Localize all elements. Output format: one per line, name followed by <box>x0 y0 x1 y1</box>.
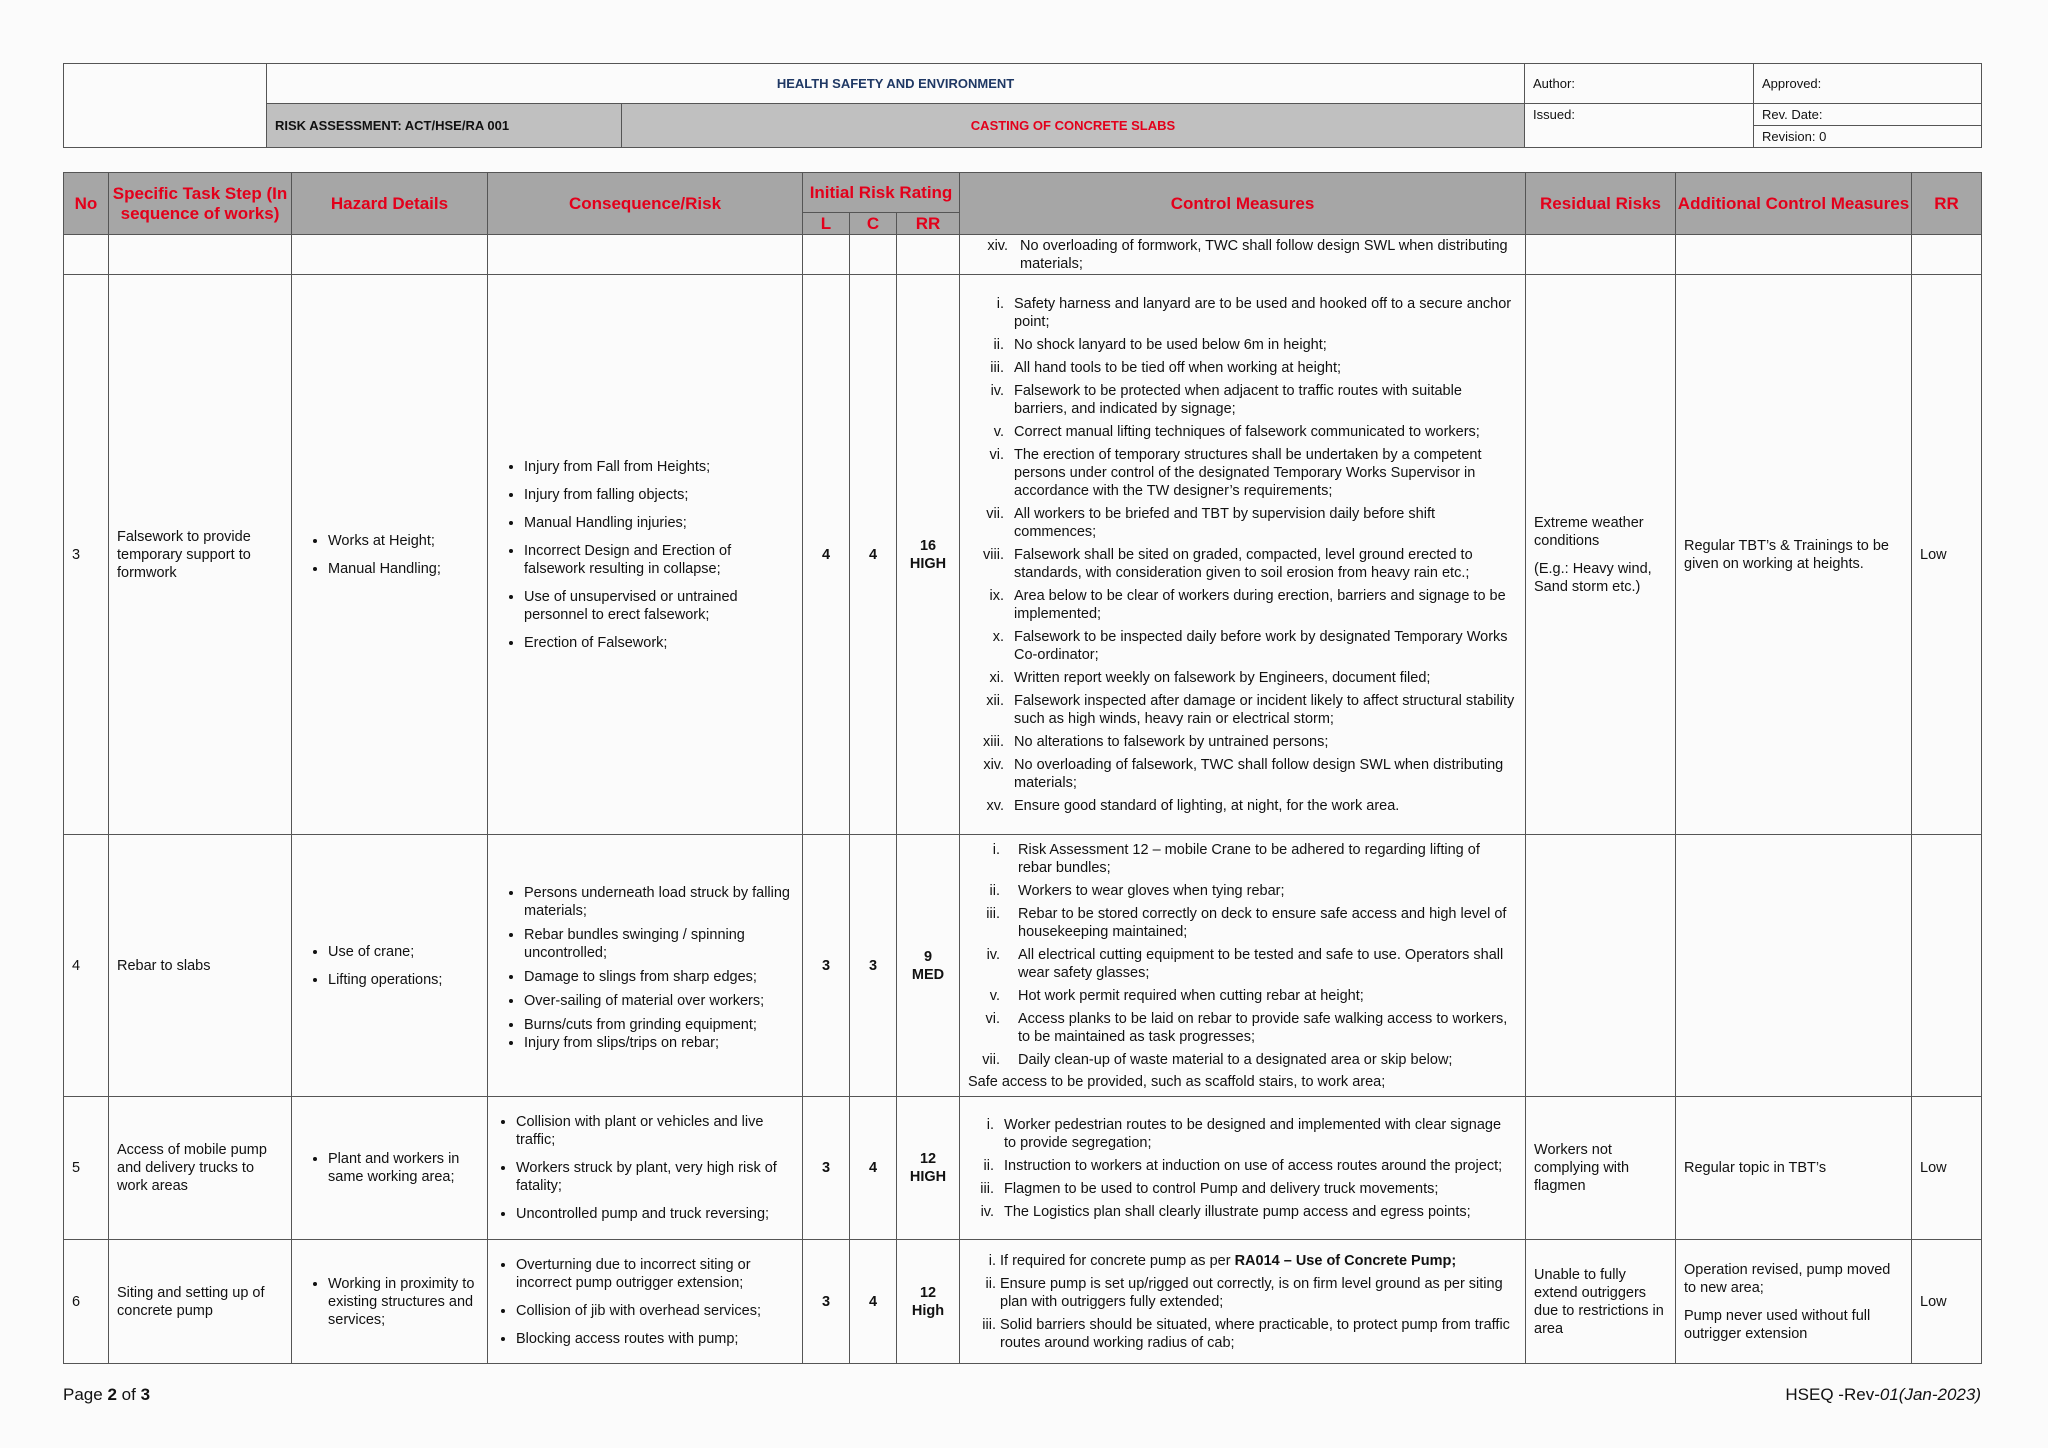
control-item: iii. All hand tools to be tied off when working at height; <box>1008 359 1517 377</box>
consequence-risk <box>488 275 803 835</box>
revision-field: Revision: 0 <box>1754 126 1982 148</box>
table-row <box>64 1097 1982 1240</box>
residual-rating: Low <box>1912 275 1982 835</box>
hazard-details <box>292 1240 488 1364</box>
carry-over-row <box>64 235 1982 275</box>
hazard-item: • Working in proximity to existing structures and services; <box>328 1275 479 1329</box>
control-item: xv. Ensure good standard of lighting, at night, for the work area. <box>1008 797 1517 815</box>
col-header-task: Specific Task Step (In sequence of works) <box>109 173 292 235</box>
additional-item: Pump never used without full outrigger extension <box>1684 1307 1871 1342</box>
residual-risks <box>1526 275 1676 835</box>
org-title: HEALTH SAFETY AND ENVIRONMENT <box>267 64 1525 104</box>
consequence-score: 4 <box>850 275 897 835</box>
table-row <box>64 275 1982 835</box>
hazard-item: • Use of crane; <box>328 943 479 961</box>
table-row <box>64 835 1982 1097</box>
row-number: 3 <box>64 275 109 835</box>
task-step: Rebar to slabs <box>109 835 292 1097</box>
residual-risks <box>1526 1097 1676 1240</box>
carry-over-control <box>960 235 1526 275</box>
row-number: 5 <box>64 1097 109 1240</box>
residual-rating <box>1912 835 1982 1097</box>
consequence-item: • Rebar bundles swinging / spinning uncontrolled; <box>524 926 794 962</box>
col-header-no: No <box>64 173 109 235</box>
consequence-item: • Damage to slings from sharp edges; <box>524 968 794 986</box>
control-item: iv. The Logistics plan shall clearly illustrate pump access and egress points; <box>998 1203 1517 1221</box>
control-item: vii. Daily clean-up of waste material to a designated area or skip below; <box>1004 1051 1517 1069</box>
risk-level: HIGH <box>909 1169 947 1185</box>
col-header-control: Control Measures <box>960 173 1526 235</box>
consequence-item: • Over-sailing of material over workers; <box>524 992 794 1010</box>
likelihood: 4 <box>803 275 850 835</box>
of-word: of <box>121 1385 136 1404</box>
residual-item: Extreme weather conditions <box>1534 514 1644 549</box>
col-header-additional: Additional Control Measures <box>1676 173 1912 235</box>
revision-prefix: HSEQ -Rev- <box>1785 1385 1880 1404</box>
control-item: vi. The erection of temporary structures shall be undertaken by a competent persons under control of the designated Temporary Works Supervisor in accordance with the TW designer’s requirements; <box>1008 446 1517 500</box>
likelihood: 3 <box>803 1097 850 1240</box>
residual-risks <box>1526 1240 1676 1364</box>
risk-rating <box>897 1240 960 1364</box>
risk-score: 12 <box>919 1284 937 1301</box>
approved-field: Approved: <box>1754 64 1982 104</box>
control-item: iii. Rebar to be stored correctly on deck to ensure safe access and high level of housekeeping maintained; <box>1004 905 1517 941</box>
residual-risks <box>1526 835 1676 1097</box>
row-number: 4 <box>64 835 109 1097</box>
risk-rating <box>897 1097 960 1240</box>
consequence-risk <box>488 835 803 1097</box>
consequence-score: 4 <box>850 1097 897 1240</box>
additional-controls <box>1676 275 1912 835</box>
control-text: If required for concrete pump as per <box>1000 1252 1235 1269</box>
carry-over-text: No overloading of formwork, TWC shall follow design SWL when distributing materials; <box>1020 237 1508 272</box>
hazard-details <box>292 1097 488 1240</box>
task-step: Access of mobile pump and delivery trucks to work areas <box>109 1097 292 1240</box>
additional-item: Regular topic in TBT’s <box>1684 1160 1827 1176</box>
control-item: i. Worker pedestrian routes to be designed and implemented with clear signage to provide segregation; <box>998 1116 1517 1152</box>
page-word: Page <box>63 1385 103 1404</box>
consequence-risk <box>488 1097 803 1240</box>
consequence-item: • Injury from Fall from Heights; <box>524 458 794 476</box>
hazard-item: • Plant and workers in same working area; <box>328 1150 479 1186</box>
residual-rating: Low <box>1912 1097 1982 1240</box>
likelihood: 3 <box>803 835 850 1097</box>
residual-item: Workers not complying with flagmen <box>1534 1142 1630 1194</box>
carry-over-numeral: xiv. <box>987 237 1009 254</box>
col-header-l: L <box>803 213 850 235</box>
consequence-item: • Collision with plant or vehicles and live traffic; <box>516 1113 794 1149</box>
control-item: xiv. No overloading of falsework, TWC shall follow design SWL when distributing materials; <box>1008 756 1517 792</box>
task-step: Siting and setting up of concrete pump <box>109 1240 292 1364</box>
consequence-score: 3 <box>850 835 897 1097</box>
consequence-item: • Workers struck by plant, very high risk of fatality; <box>516 1159 794 1195</box>
revision-date: 01(Jan-2023) <box>1879 1385 1981 1404</box>
logo-area <box>64 64 267 148</box>
consequence-item: • Collision of jib with overhead services; <box>516 1302 794 1320</box>
additional-item: Operation revised, pump moved to new area; <box>1684 1261 1891 1296</box>
consequence-item: • Injury from falling objects; <box>524 486 794 504</box>
consequence-item: • Incorrect Design and Erection of falsework resulting in collapse; <box>524 542 794 578</box>
consequence-item: • Persons underneath load struck by falling materials; <box>524 884 794 920</box>
consequence-item: • Manual Handling injuries; <box>524 514 794 532</box>
additional-item: Regular TBT’s & Trainings to be given on working at heights. <box>1684 537 1889 572</box>
document-header <box>63 63 1982 148</box>
table-row <box>64 1240 1982 1364</box>
residual-item: (E.g.: Heavy wind, Sand storm etc.) <box>1534 560 1652 595</box>
consequence-item: • Erection of Falsework; <box>524 634 794 652</box>
author-field: Author: <box>1525 64 1754 104</box>
risk-level: MED <box>911 966 945 983</box>
page-total: 3 <box>140 1385 151 1404</box>
additional-controls <box>1676 835 1912 1097</box>
control-item: v. Hot work permit required when cutting rebar at height; <box>1004 987 1517 1005</box>
col-header-residual: Residual Risks <box>1526 173 1676 235</box>
consequence-score: 4 <box>850 1240 897 1364</box>
control-item: iii. Flagmen to be used to control Pump and delivery truck movements; <box>998 1180 1517 1198</box>
consequence-item: • Burns/cuts from grinding equipment; <box>524 1016 794 1034</box>
control-item: xiii. No alterations to falsework by untrained persons; <box>1008 733 1517 751</box>
residual-item: Unable to fully extend outriggers due to restrictions in area <box>1534 1266 1664 1337</box>
risk-rating <box>897 835 960 1097</box>
page-current: 2 <box>107 1385 117 1404</box>
risk-assessment-ref: RISK ASSESSMENT: ACT/HSE/RA 001 <box>267 104 622 148</box>
control-item: xi. Written report weekly on falsework by Engineers, document filed; <box>1008 669 1517 687</box>
consequence-item: • Injury from slips/trips on rebar; <box>524 1034 794 1052</box>
control-item: i. Risk Assessment 12 – mobile Crane to be adhered to regarding lifting of rebar bundles; <box>1004 841 1517 877</box>
rev-date-field: Rev. Date: <box>1754 104 1982 126</box>
additional-controls <box>1676 1097 1912 1240</box>
control-item: ii. Ensure pump is set up/rigged out correctly, is on firm level ground as per siting plan with outriggers fully extended; <box>1000 1275 1517 1311</box>
consequence-item: • Blocking access routes with pump; <box>516 1330 794 1348</box>
document-revision-ref <box>1785 1385 1981 1405</box>
control-measures <box>960 835 1526 1097</box>
risk-level: High <box>911 1302 945 1319</box>
col-header-c: C <box>850 213 897 235</box>
risk-score: 9 <box>923 948 933 965</box>
consequence-item: • Use of unsupervised or untrained personnel to erect falsework; <box>524 588 794 624</box>
control-note: Safe access to be provided, such as scaffold stairs, to work area; <box>968 1073 1386 1090</box>
col-header-consequence: Consequence/Risk <box>488 173 803 235</box>
col-header-rr: RR <box>897 213 960 235</box>
page-number <box>63 1385 150 1405</box>
hazard-item: • Works at Height; <box>328 532 479 550</box>
control-item: viii. Falsework shall be sited on graded, compacted, level ground erected to standards, with consideration given to soil erosion from heavy rain etc.; <box>1008 546 1517 582</box>
control-item: ix. Area below to be clear of workers during erection, barriers and signage to be implemented; <box>1008 587 1517 623</box>
risk-score: 12 <box>919 1151 937 1167</box>
issued-field: Issued: <box>1525 104 1754 148</box>
control-item <box>1000 1252 1517 1270</box>
control-measures <box>960 275 1526 835</box>
control-item: vi. Access planks to be laid on rebar to provide safe walking access to workers, to be maintained as task progresses; <box>1004 1010 1517 1046</box>
risk-rating <box>897 275 960 835</box>
control-item: iv. All electrical cutting equipment to be tested and safe to use. Operators shall wear safety glasses; <box>1004 946 1517 982</box>
control-measures <box>960 1240 1526 1364</box>
control-item: ii. No shock lanyard to be used below 6m in height; <box>1008 336 1517 354</box>
hazard-details <box>292 275 488 835</box>
control-item: ii. Workers to wear gloves when tying rebar; <box>1004 882 1517 900</box>
likelihood: 3 <box>803 1240 850 1364</box>
control-item: v. Correct manual lifting techniques of falsework communicated to workers; <box>1008 423 1517 441</box>
control-reference: RA014 – Use of Concrete Pump; <box>1234 1252 1457 1269</box>
residual-rating: Low <box>1912 1240 1982 1364</box>
control-item: x. Falsework to be inspected daily before work by designated Temporary Works Co-ordinator; <box>1008 628 1517 664</box>
task-step: Falsework to provide temporary support to formwork <box>109 275 292 835</box>
col-header-initial-rating: Initial Risk Rating <box>803 173 960 213</box>
control-measures <box>960 1097 1526 1240</box>
hazard-details <box>292 835 488 1097</box>
control-item: i. Safety harness and lanyard are to be used and hooked off to a secure anchor point; <box>1008 295 1517 331</box>
control-item: iii. Solid barriers should be situated, where practicable, to protect pump from traffic routes around working radius of cab; <box>1000 1316 1517 1352</box>
col-header-rr-final: RR <box>1912 173 1982 235</box>
consequence-risk <box>488 1240 803 1364</box>
col-header-hazard: Hazard Details <box>292 173 488 235</box>
risk-level: HIGH <box>909 555 947 572</box>
risk-assessment-table <box>63 172 1982 1364</box>
consequence-item: • Uncontrolled pump and truck reversing; <box>516 1205 794 1223</box>
hazard-item: • Lifting operations; <box>328 971 479 989</box>
row-number: 6 <box>64 1240 109 1364</box>
additional-controls <box>1676 1240 1912 1364</box>
control-item: xii. Falsework inspected after damage or incident likely to affect structural stability such as high winds, heavy rain or electrical storm; <box>1008 692 1517 728</box>
consequence-item: • Overturning due to incorrect siting or incorrect pump outrigger extension; <box>516 1256 794 1292</box>
control-item: ii. Instruction to workers at induction on use of access routes around the project; <box>998 1157 1517 1175</box>
control-item: iv. Falsework to be protected when adjacent to traffic routes with suitable barriers, and indicated by signage; <box>1008 382 1517 418</box>
document-title: CASTING OF CONCRETE SLABS <box>622 104 1525 148</box>
risk-score: 16 <box>919 537 937 554</box>
hazard-item: • Manual Handling; <box>328 560 479 578</box>
control-item: vii. All workers to be briefed and TBT by supervision daily before shift commences; <box>1008 505 1517 541</box>
